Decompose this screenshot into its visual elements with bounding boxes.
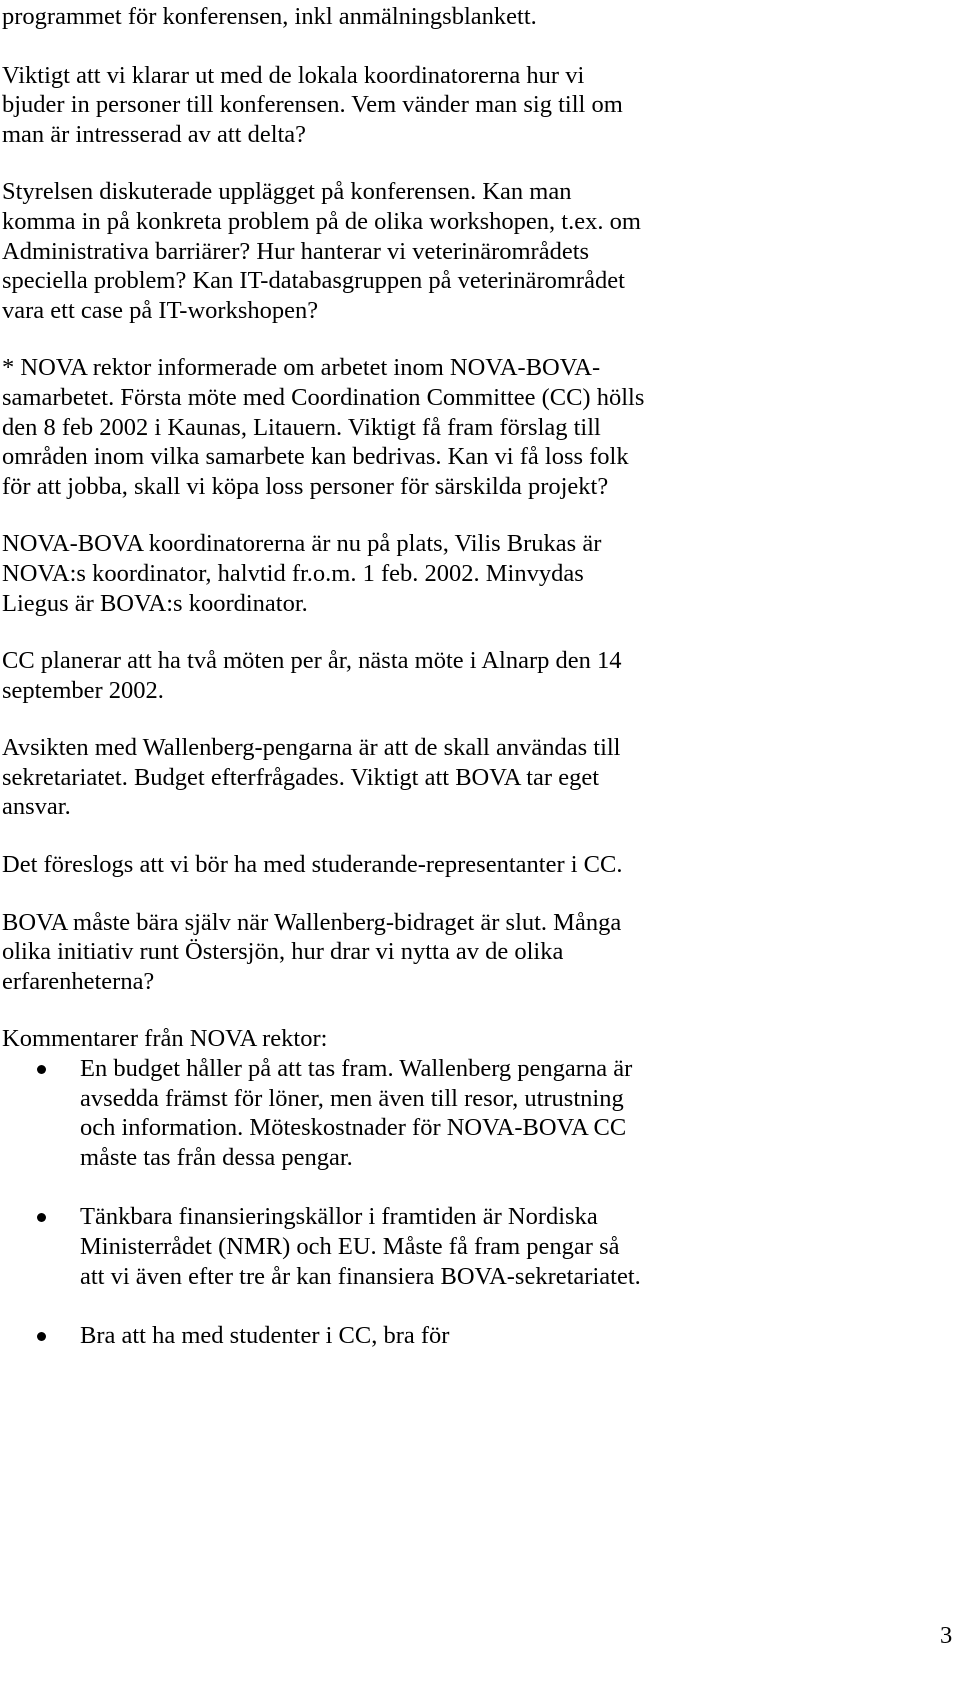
list-item-text: Bra att ha med studenter i CC, bra för <box>80 1322 450 1350</box>
comments-list <box>2 1054 650 1351</box>
bullet-icon <box>37 1065 46 1074</box>
paragraph-nova-rector-info: * NOVA rektor informerade om arbetet inom NOVA-BOVA-samarbetet. Första möte med Coordination Committee (CC) hölls den 8 feb 2002 i Kaunas, Litauern. Viktigt få fram förslag till områden inom vilka samarbete kan bedrivas. Kan vi få loss folk för att jobba, skall vi köpa loss personer för särskilda projekt? <box>2 354 645 500</box>
paragraph-board-discussion: Styrelsen diskuterade upplägget på konferensen. Kan man komma in på konkreta problem på de olika workshopen, t.ex. om Administrativa barriärer? Hur hanterar vi veterinärområdets speciella problem? Kan IT-databasgruppen på veterinärområdet vara ett case på IT-workshopen? <box>2 178 641 324</box>
list-item <box>2 1202 650 1291</box>
page-number: 3 <box>940 1622 953 1649</box>
paragraph-coordinators: NOVA-BOVA koordinatorerna är nu på plats, Vilis Brukas är NOVA:s koordinator, halvtid fr.o.m. 1 feb. 2002. Minvydas Liegus är BOVA:s koordinator. <box>2 530 602 617</box>
bullet-icon <box>37 1213 46 1222</box>
paragraph-student-representatives: Det föreslogs att vi bör ha med studerande-representanter i CC. <box>2 851 623 879</box>
paragraph-comments-heading: Kommentarer från NOVA rektor: <box>2 1025 328 1053</box>
paragraph-bova-responsibility: BOVA måste bära själv när Wallenberg-bidraget är slut. Många olika initiativ runt Östersjön, hur drar vi nytta av de olika erfarenheterna? <box>2 908 622 995</box>
list-item <box>2 1321 650 1351</box>
list-item <box>2 1054 650 1172</box>
list-item-text: Tänkbara finansieringskällor i framtiden är Nordiska Ministerrådet (NMR) och EU. Måste få fram pengar så att vi även efter tre år kan finansiera BOVA-sekretariatet. <box>80 1203 641 1290</box>
paragraph-invitations: Viktigt att vi klarar ut med de lokala koordinatorerna hur vi bjuder in personer till konferensen. Vem vänder man sig till om man är intresserad av att delta? <box>2 61 623 148</box>
document-body <box>2 2 650 1381</box>
paragraph-program: programmet för konferensen, inkl anmälningsblankett. <box>2 3 537 30</box>
bullet-icon <box>37 1332 46 1341</box>
list-item-text: En budget håller på att tas fram. Wallenberg pengarna är avsedda främst för löner, men även till resor, utrustning och information. Möteskostnader för NOVA-BOVA CC måste tas från dessa pengar. <box>80 1055 633 1171</box>
paragraph-cc-meetings: CC planerar att ha två möten per år, nästa möte i Alnarp den 14 september 2002. <box>2 647 622 704</box>
paragraph-wallenberg-funds: Avsikten med Wallenberg-pengarna är att de skall användas till sekretariatet. Budget efterfrågades. Viktigt att BOVA tar eget ansvar. <box>2 734 621 821</box>
